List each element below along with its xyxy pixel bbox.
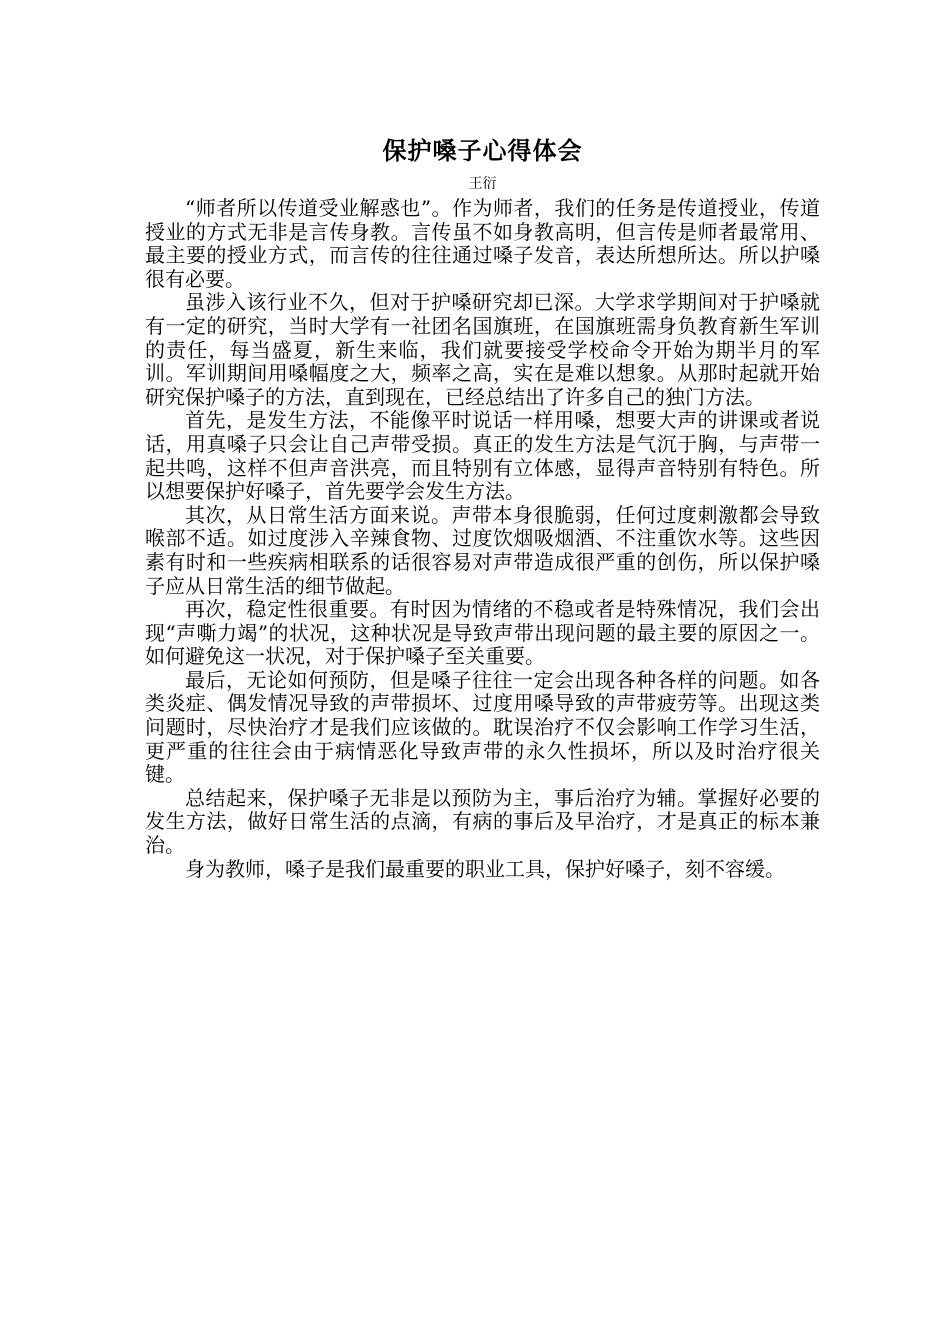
paragraph-4: 其次，从日常生活方面来说。声带本身很脆弱，任何过度刺激都会导致喉部不适。如过度涉入辛辣食物、过度饮烟吸烟酒、不注重饮水等。这些因素有时和一些疾病相联系的话很容易对声带造成很严重的创伤，所以保护嗓子应从日常生活的细节做起。 [145,502,820,598]
paragraph-7: 总结起来，保护嗓子无非是以预防为主，事后治疗为辅。掌握好必要的发生方法，做好日常生活的点滴，有病的事后及早治疗，才是真正的标本兼治。 [145,785,820,858]
paragraph-5: 再次，稳定性很重要。有时因为情绪的不稳或者是特殊情况，我们会出现“声嘶力竭”的状况，这种状况是导致声带出现问题的最主要的原因之一。如何避免这一状况，对于保护嗓子至关重要。 [145,597,820,669]
paragraph-3: 首先，是发生方法，不能像平时说话一样用嗓，想要大声的讲课或者说话，用真嗓子只会让自己声带受损。真正的发生方法是气沉于胸，与声带一起共鸣，这样不但声音洪亮，而且特别有立体感，显得声音特别有特色。所以想要保护好嗓子，首先要学会发生方法。 [145,408,820,504]
document-body [145,197,820,881]
document-page [145,135,820,881]
paragraph-1: “师者所以传道受业解惑也”。作为师者，我们的任务是传道授业，传道授业的方式无非是言传身教。言传虽不如身教高明，但言传是师者最常用、最主要的授业方式，而言传的往往通过嗓子发音，表达所想所达。所以护嗓很有必要。 [145,196,820,291]
document-title: 保护嗓子心得体会 [382,137,583,165]
paragraph-6: 最后，无论如何预防，但是嗓子往往一定会出现各种各样的问题。如各类炎症、偶发情况导致的声带损坏、过度用嗓导致的声带疲劳等。出现这类问题时，尽快治疗才是我们应该做的。耽误治疗不仅会影响工作学习生活，更严重的往往会由于病情恶化导致声带的永久性损坏，所以及时治疗很关键。 [145,667,820,787]
document-author: 王衍 [468,176,497,192]
paragraph-8: 身为教师，嗓子是我们最重要的职业工具，保护好嗓子，刻不容缓。 [185,856,785,881]
paragraph-2: 虽涉入该行业不久，但对于护嗓研究却已深。大学求学期间对于护嗓就有一定的研究，当时大学有一社团名国旗班，在国旗班需身负教育新生军训的责任，每当盛夏，新生来临，我们就要接受学校命令开始为期半月的军训。军训期间用嗓幅度之大，频率之高，实在是难以想象。从那时起就开始研究保护嗓子的方法，直到现在，已经总结出了许多自己的独门方法。 [145,290,820,409]
